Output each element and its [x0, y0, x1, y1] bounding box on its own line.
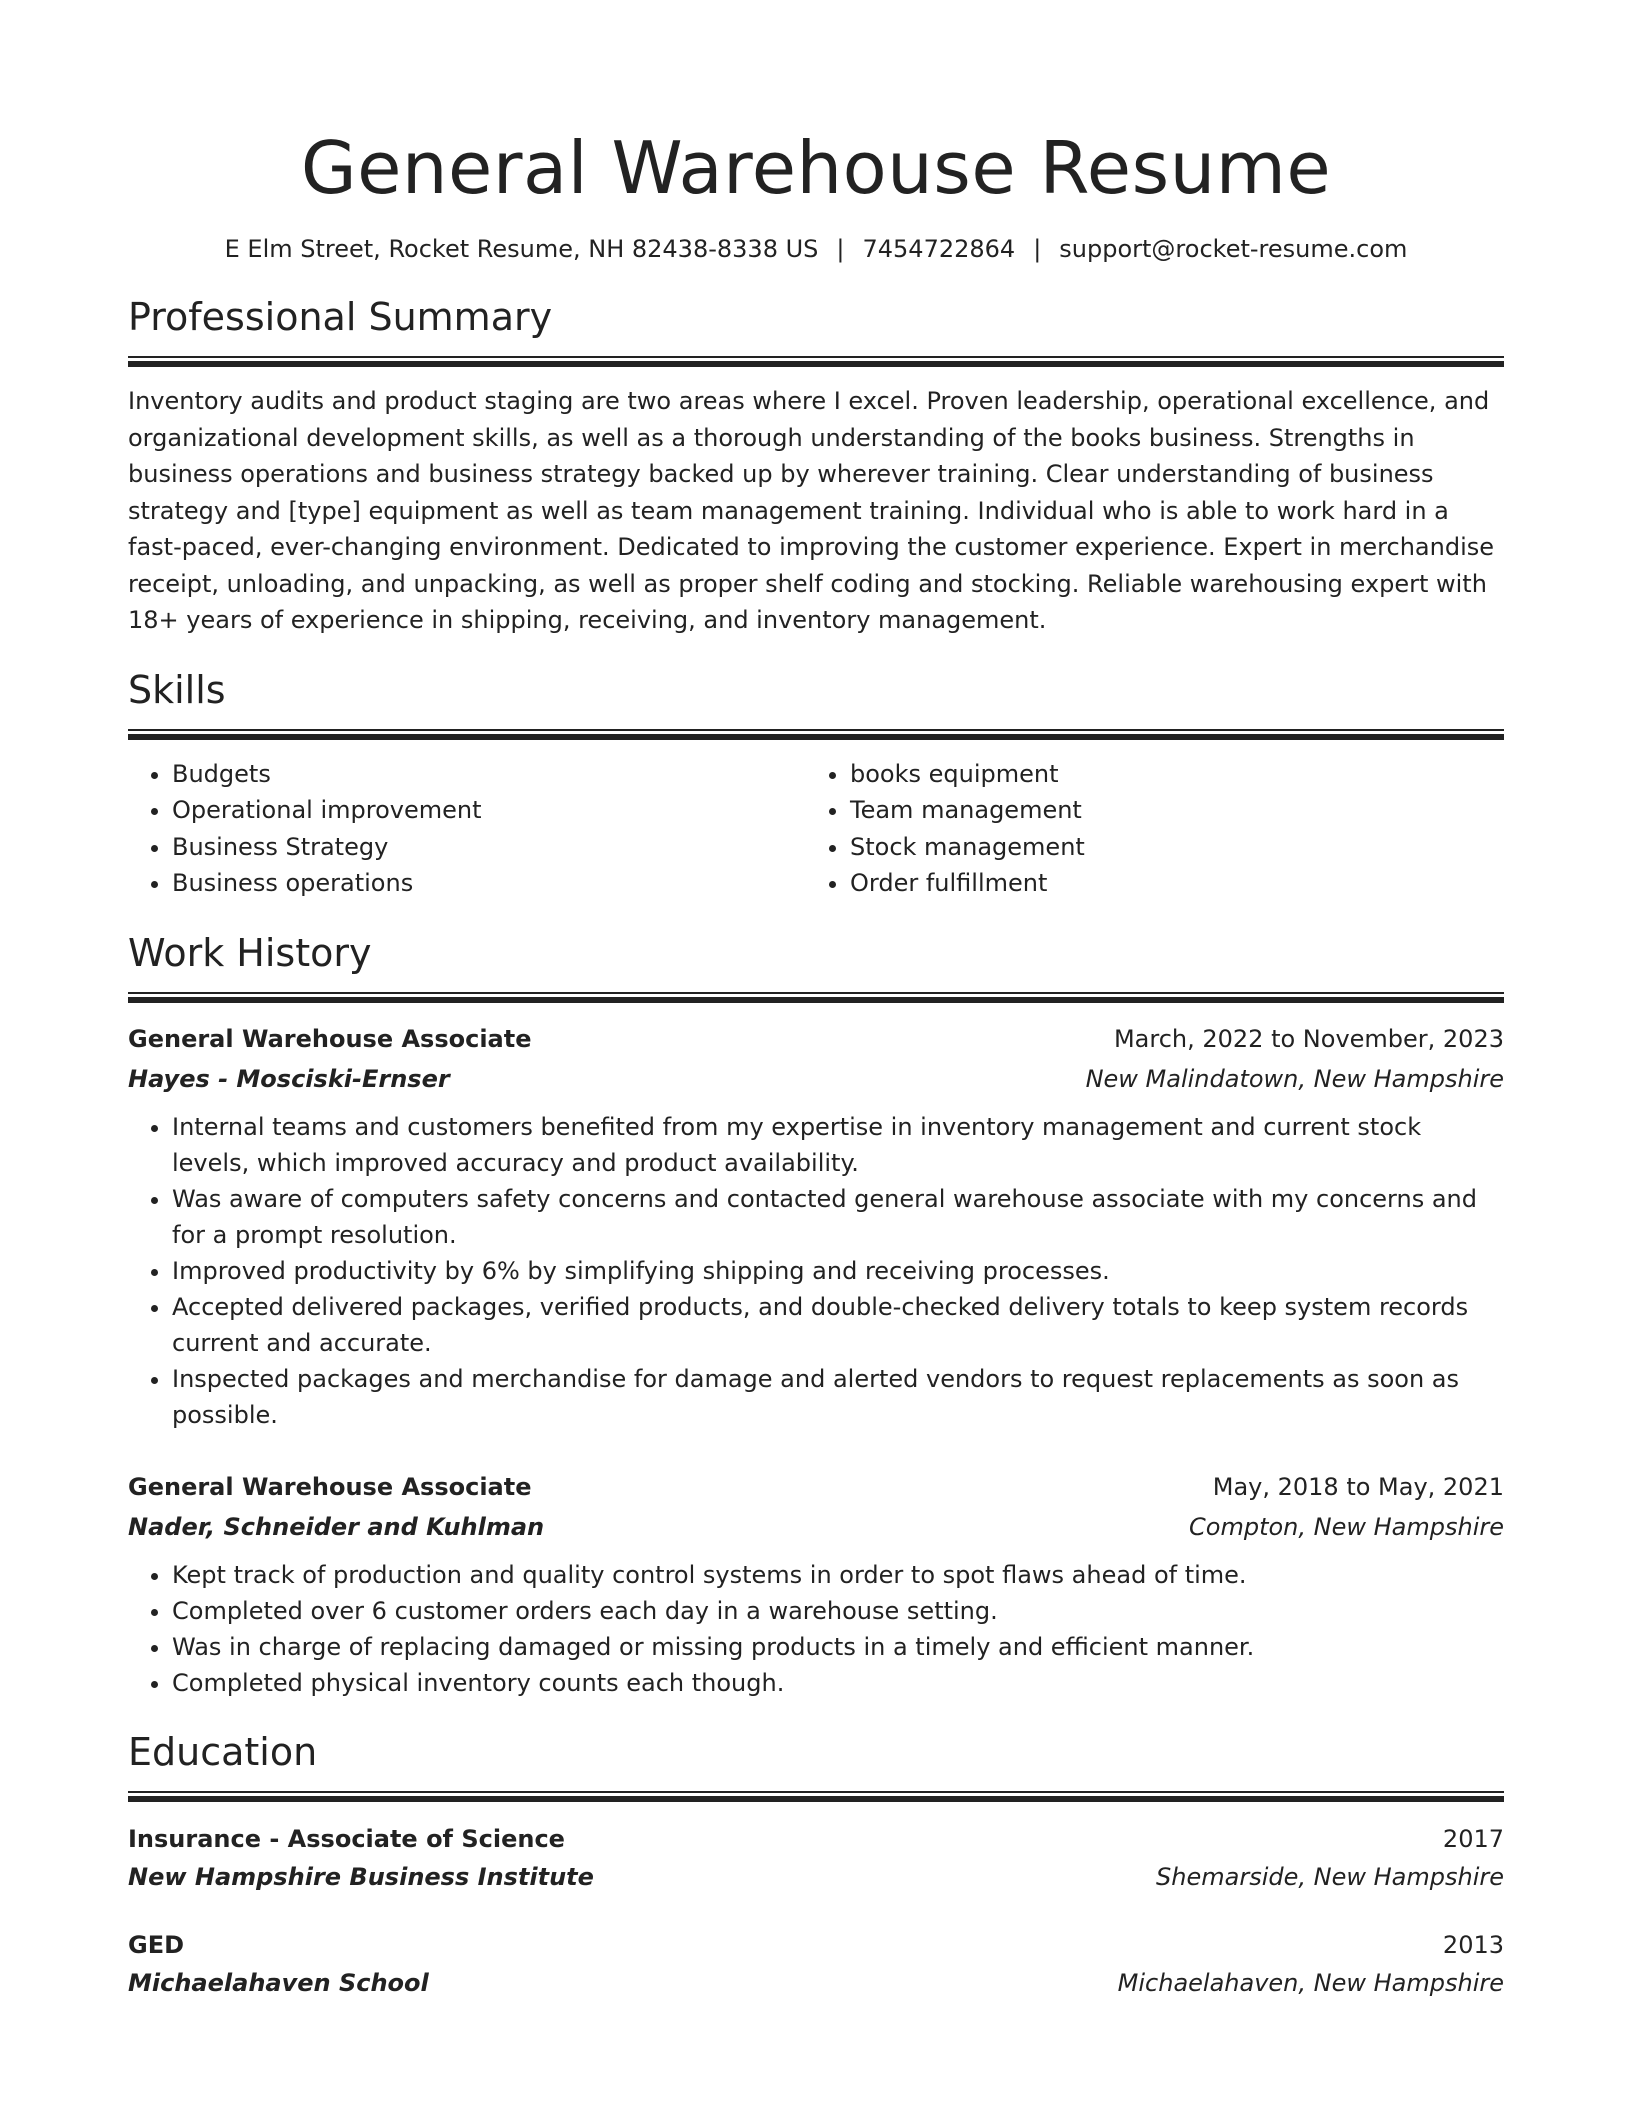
job-dates: March, 2022 to November, 2023	[1113, 1024, 1504, 1053]
education-year: 2013	[1442, 1930, 1504, 1959]
job-bullet: • Kept track of production and quality control systems in order to spot flaws ahead of time.	[172, 1557, 1504, 1593]
education-header-row	[128, 1926, 1504, 1964]
job-header-row	[128, 1467, 1504, 1507]
job-position: General Warehouse Associate	[128, 1472, 532, 1501]
job-company: Hayes - Mosciski-Ernser	[128, 1064, 450, 1093]
job-entry	[128, 1019, 1504, 1433]
education-section	[128, 1727, 1504, 2002]
job-location: New Malindatown, New Hampshire	[1085, 1064, 1504, 1093]
skill-item: • Order fulfillment	[850, 865, 1484, 902]
job-bullet: • Was in charge of replacing damaged or missing products in a timely and efficient manner.	[172, 1629, 1504, 1665]
contact-address: E Elm Street, Rocket Resume, NH 82438-8338 US	[224, 235, 819, 263]
skill-item: • books equipment	[850, 756, 1484, 793]
education-year: 2017	[1442, 1824, 1504, 1853]
skill-item: • Business operations	[172, 865, 806, 902]
contact-separator: |	[1033, 235, 1042, 263]
job-dates: May, 2018 to May, 2021	[1212, 1472, 1504, 1501]
section-divider	[128, 729, 1504, 740]
skills-columns	[128, 756, 1504, 902]
job-company-row	[128, 1059, 1504, 1099]
section-divider	[128, 992, 1504, 1003]
job-bullets	[128, 1109, 1504, 1433]
skill-item: • Team management	[850, 792, 1484, 829]
job-bullet: • Accepted delivered packages, verified products, and double-checked delivery totals to keep system records current and accurate.	[172, 1289, 1504, 1361]
section-title-work-history: Work History	[128, 930, 372, 975]
job-entry	[128, 1467, 1504, 1701]
job-location: Compton, New Hampshire	[1189, 1512, 1504, 1541]
education-header-row	[128, 1820, 1504, 1858]
page-title: General Warehouse Resume	[300, 126, 1332, 210]
work-history-section	[128, 928, 1504, 1701]
section-title-education: Education	[128, 1729, 318, 1774]
skill-item: • Stock management	[850, 829, 1484, 866]
skill-item: • Business Strategy	[172, 829, 806, 866]
job-header-row	[128, 1019, 1504, 1059]
job-bullet: • Completed over 6 customer orders each day in a warehouse setting.	[172, 1593, 1504, 1629]
skills-list-right	[806, 756, 1484, 902]
job-position: General Warehouse Associate	[128, 1024, 532, 1053]
job-bullets	[128, 1557, 1504, 1701]
job-bullet: • Improved productivity by 6% by simplifying shipping and receiving processes.	[172, 1253, 1504, 1289]
education-location: Michaelahaven, New Hampshire	[1117, 1968, 1504, 1997]
education-degree: GED	[128, 1930, 185, 1959]
section-divider	[128, 356, 1504, 367]
resume-page	[128, 0, 1504, 2002]
education-school-row	[128, 1964, 1504, 2002]
summary-text: Inventory audits and product staging are two areas where I excel. Proven leadership, operational excellence, and organizational development skills, as well as a thorough understanding of the books business. Strengths in business operations and business strategy backed up by wherever training. Clear understanding of business strategy and [type] equipment as well as team management training. Individual who is able to work hard in a fast-paced, ever-changing environment. Dedicated to improving the customer experience. Expert in merchandise receipt, unloading, and unpacking, as well as proper shelf coding and stocking. Reliable warehousing expert with 18+ years of experience in shipping, receiving, and inventory management.	[128, 387, 1495, 634]
education-school: New Hampshire Business Institute	[128, 1862, 594, 1891]
education-entry	[128, 1820, 1504, 1896]
skills-list-left	[128, 756, 806, 902]
education-degree: Insurance - Associate of Science	[128, 1824, 565, 1853]
job-bullet: • Was aware of computers safety concerns and contacted general warehouse associate with my concerns and for a prompt resolution.	[172, 1181, 1504, 1253]
job-bullet: • Internal teams and customers benefited from my expertise in inventory management and current stock levels, which improved accuracy and product availability.	[172, 1109, 1504, 1181]
summary-section	[128, 292, 1504, 639]
job-company: Nader, Schneider and Kuhlman	[128, 1512, 545, 1541]
education-school: Michaelahaven School	[128, 1968, 429, 1997]
skill-item: • Operational improvement	[172, 792, 806, 829]
section-title-skills: Skills	[128, 667, 226, 712]
contact-phone: 7454722864	[862, 235, 1016, 263]
education-entry	[128, 1926, 1504, 2002]
skills-section	[128, 665, 1504, 902]
education-school-row	[128, 1858, 1504, 1896]
job-bullet: • Inspected packages and merchandise for damage and alerted vendors to request replacements as soon as possible.	[172, 1361, 1504, 1433]
contact-email: support@rocket-resume.com	[1059, 235, 1408, 263]
section-divider	[128, 1791, 1504, 1802]
contact-line	[128, 232, 1504, 266]
education-location: Shemarside, New Hampshire	[1156, 1862, 1504, 1891]
contact-separator: |	[836, 235, 845, 263]
job-bullet: • Completed physical inventory counts each though.	[172, 1665, 1504, 1701]
job-company-row	[128, 1507, 1504, 1547]
section-title-summary: Professional Summary	[128, 295, 553, 339]
skill-item: • Budgets	[172, 756, 806, 793]
